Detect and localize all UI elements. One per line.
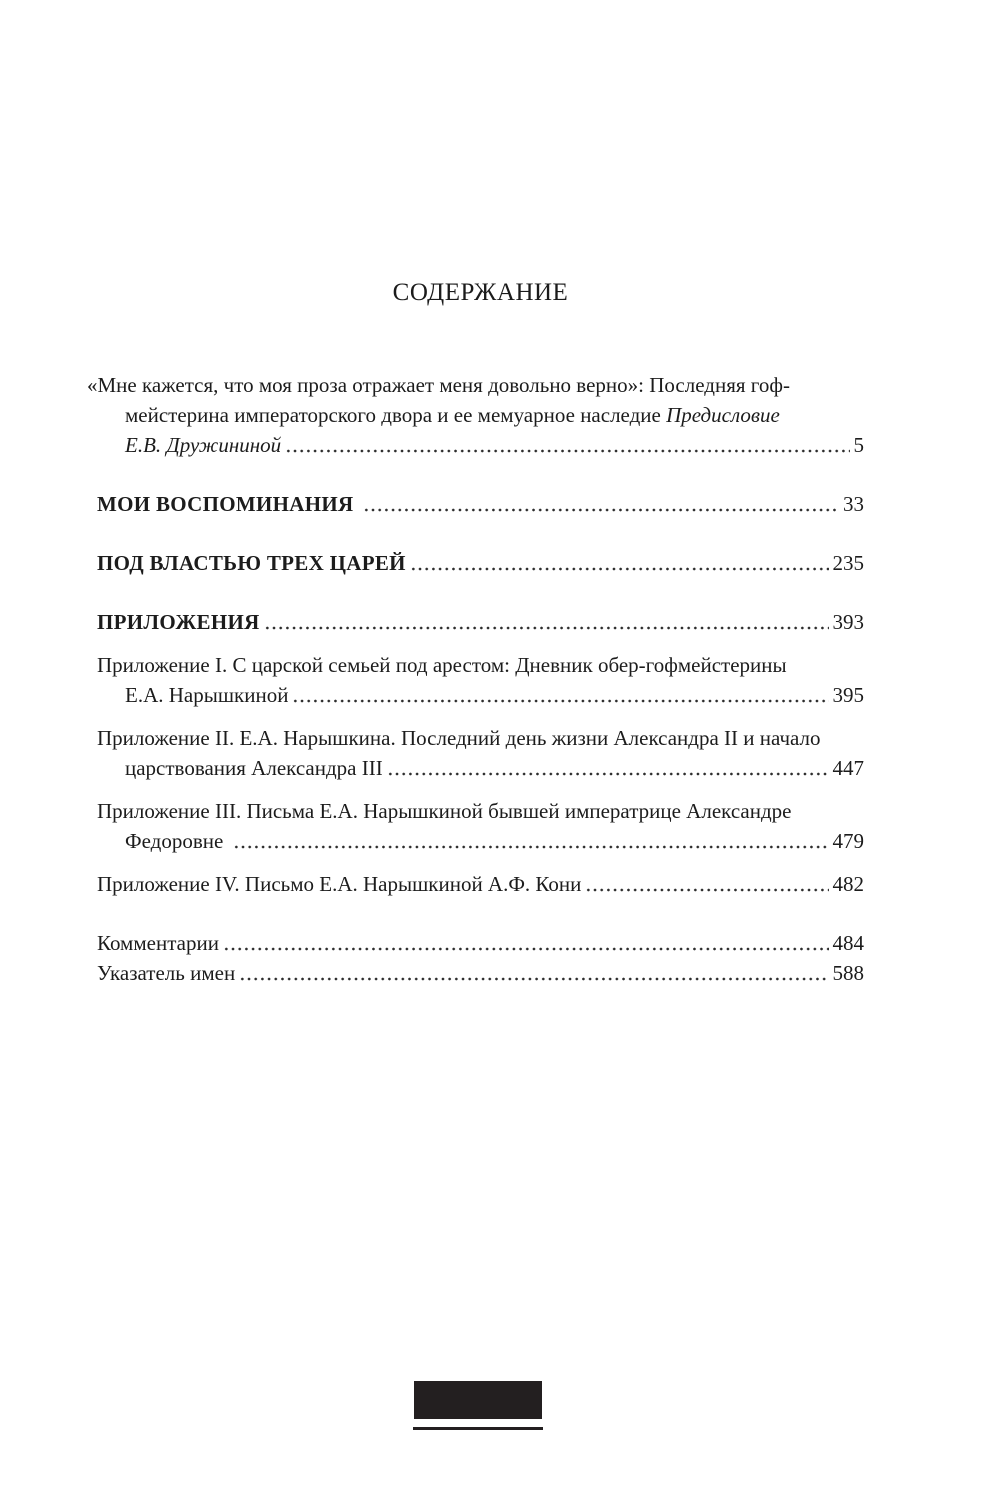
- page-number: 447: [832, 756, 864, 780]
- page-number: 479: [832, 829, 864, 853]
- toc-entry-text: [97, 869, 581, 899]
- toc-entry-text: [97, 726, 821, 750]
- toc-entry-text: [125, 403, 780, 427]
- toc-line: [97, 400, 864, 430]
- toc-entry: [97, 958, 864, 988]
- toc-entry: [87, 370, 864, 460]
- toc-text: Комментарии: [97, 931, 219, 955]
- toc-entry: [97, 869, 864, 899]
- toc-text: Приложение III. Письма Е.А. Нарышкиной бывшей императрице Александре: [97, 799, 792, 823]
- page-number: 395: [832, 683, 864, 707]
- toc-text: ПРИЛОЖЕНИЯ: [97, 610, 260, 634]
- dot-leader: [232, 826, 829, 856]
- dot-leader: [386, 753, 829, 783]
- toc-line: [97, 928, 864, 958]
- toc-text-italic: Е.В. Дружининой: [125, 433, 282, 457]
- toc-line: [97, 826, 864, 856]
- toc-text: царствования Александра III: [125, 756, 383, 780]
- dot-leader: [362, 489, 839, 519]
- toc-text: мейстерина императорского двора и ее мемуарное наследие: [125, 403, 667, 427]
- toc-entry: [97, 548, 864, 578]
- toc-entry-text: [97, 958, 235, 988]
- toc-text: Приложение IV. Письмо Е.А. Нарышкиной А.Ф. Кони: [97, 872, 582, 896]
- toc-entry: [97, 796, 864, 856]
- page-number: 393: [832, 610, 864, 634]
- toc-text: Е.А. Нарышкиной: [125, 683, 289, 707]
- toc-entry-text: [97, 607, 260, 637]
- toc-content-area: [87, 278, 864, 988]
- toc-entry-text: [125, 680, 288, 710]
- toc-entry-text: [87, 373, 790, 397]
- toc-entry-text: [125, 826, 229, 856]
- toc-line: [97, 430, 864, 460]
- page-number: 5: [853, 433, 864, 457]
- toc-line: [97, 958, 864, 988]
- toc-text: Федоровне: [125, 829, 229, 853]
- page-number: 235: [832, 551, 864, 575]
- page-number: 484: [832, 931, 864, 955]
- toc-line: [97, 723, 864, 753]
- toc-line: [97, 869, 864, 899]
- toc-line: [97, 650, 864, 680]
- toc-entry: [97, 723, 864, 783]
- toc-entry-text: [97, 799, 791, 823]
- toc-text: Приложение I. С царской семьей под арестом: Дневник обер-гофмейстерины: [97, 653, 787, 677]
- page-number: 33: [843, 492, 864, 516]
- dot-leader: [291, 680, 828, 710]
- toc-entry: [97, 650, 864, 710]
- toc-line: [97, 548, 864, 578]
- toc-line: [97, 489, 864, 519]
- toc-entry: [97, 489, 864, 519]
- toc-entry-text: [97, 489, 359, 519]
- page-number: 482: [832, 872, 864, 896]
- toc-entry: [97, 928, 864, 958]
- dot-leader: [409, 548, 829, 578]
- toc-entry: [97, 607, 864, 637]
- page-title: СОДЕРЖАНИЕ: [392, 279, 569, 306]
- dot-leader: [263, 607, 829, 637]
- printer-ink-mark: [414, 1381, 542, 1419]
- toc-text: ПОД ВЛАСТЬЮ ТРЕХ ЦАРЕЙ: [97, 551, 406, 575]
- toc-line: [97, 753, 864, 783]
- table-of-contents: [87, 370, 864, 988]
- toc-line: [97, 796, 864, 826]
- toc-line: [97, 607, 864, 637]
- toc-entry-text: [125, 430, 281, 460]
- toc-line: [87, 370, 864, 400]
- dot-leader: [222, 928, 829, 958]
- dot-leader: [238, 958, 828, 988]
- toc-text: Указатель имен: [97, 961, 236, 985]
- toc-line: [97, 680, 864, 710]
- toc-text: «Мне кажется, что моя проза отражает меня довольно верно»: Последняя гоф-: [87, 373, 790, 397]
- toc-text: Приложение II. Е.А. Нарышкина. Последний день жизни Александра II и начало: [97, 726, 821, 750]
- toc-entry-text: [97, 548, 406, 578]
- dot-leader: [284, 430, 849, 460]
- toc-entry-text: [125, 753, 383, 783]
- toc-entry-text: [97, 928, 219, 958]
- toc-text: МОИ ВОСПОМИНАНИЯ: [97, 492, 360, 516]
- dot-leader: [584, 869, 828, 899]
- page-number: 588: [832, 961, 864, 985]
- printer-rule-mark: [413, 1427, 543, 1430]
- toc-text-italic: Предисловие: [666, 403, 780, 427]
- toc-entry-text: [97, 653, 787, 677]
